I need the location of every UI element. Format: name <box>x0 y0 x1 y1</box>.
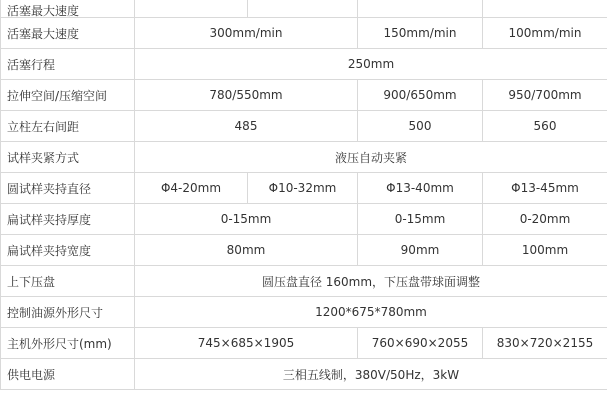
table-row-label: 试样夹紧方式 <box>1 142 135 173</box>
table-row <box>1 80 607 111</box>
table-row-label: 控制油源外形尺寸 <box>1 297 135 328</box>
table-row-label: 上下压盘 <box>1 266 135 297</box>
table-cell-value <box>135 0 248 18</box>
table-cell-value: 150mm/min <box>358 18 483 49</box>
table-cell-value: Φ13-45mm <box>483 173 607 204</box>
table-row-label: 活塞行程 <box>1 49 135 80</box>
table-row <box>1 18 607 49</box>
table-cell-value: 780/550mm <box>135 80 358 111</box>
table-cell-value: 0-15mm <box>135 204 358 235</box>
table-cell-value: 560 <box>483 111 607 142</box>
table-cell-value: 圆压盘直径 160mm，下压盘带球面调整 <box>135 266 607 297</box>
table-cell-value <box>358 0 483 18</box>
table-cell-value: 950/700mm <box>483 80 607 111</box>
table-row-label: 主机外形尺寸(mm) <box>1 328 135 359</box>
table-cell-value: 液压自动夹紧 <box>135 142 607 173</box>
table-cell-value: 900/650mm <box>358 80 483 111</box>
table-cell-value <box>483 0 607 18</box>
table-row <box>1 204 607 235</box>
table-row <box>1 328 607 359</box>
table-cell-value: 100mm <box>483 235 607 266</box>
table-cell-value: 0-15mm <box>358 204 483 235</box>
table-cell-value: Φ4-20mm <box>135 173 248 204</box>
table-row <box>1 266 607 297</box>
table-row-label: 活塞最大速度 <box>1 18 135 49</box>
table-row-label: 扁试样夹持厚度 <box>1 204 135 235</box>
table-cell-value: 100mm/min <box>483 18 607 49</box>
table-row <box>1 111 607 142</box>
table-cell-value: 500 <box>358 111 483 142</box>
table-cell-value: 三相五线制，380V/50Hz，3kW <box>135 359 607 390</box>
table-row <box>1 359 607 390</box>
table-row-label: 拉伸空间/压缩空间 <box>1 80 135 111</box>
table-cell-value: 300mm/min <box>135 18 358 49</box>
table-cell-value: 0-20mm <box>483 204 607 235</box>
table-cell-value: 250mm <box>135 49 607 80</box>
table-row-label: 活塞最大速度 <box>1 0 135 18</box>
table-cell-value: 760×690×2055 <box>358 328 483 359</box>
table-row <box>1 173 607 204</box>
table-cell-value: 745×685×1905 <box>135 328 358 359</box>
table-cell-value: Φ10-32mm <box>248 173 358 204</box>
table-cell-value: Φ13-40mm <box>358 173 483 204</box>
table-cell-value: 830×720×2155 <box>483 328 607 359</box>
table-row-label: 扁试样夹持宽度 <box>1 235 135 266</box>
table-row <box>1 142 607 173</box>
table-cell-value: 485 <box>135 111 358 142</box>
table-row-label: 供电电源 <box>1 359 135 390</box>
table-cell-value: 90mm <box>358 235 483 266</box>
table-row <box>1 297 607 328</box>
table-row <box>1 0 607 18</box>
table-cell-value: 1200*675*780mm <box>135 297 607 328</box>
table-row <box>1 49 607 80</box>
table-row <box>1 235 607 266</box>
table-row-label: 立柱左右间距 <box>1 111 135 142</box>
table-cell-value <box>248 0 358 18</box>
specification-table-body <box>1 0 607 390</box>
table-cell-value: 80mm <box>135 235 358 266</box>
table-row-label: 圆试样夹持直径 <box>1 173 135 204</box>
